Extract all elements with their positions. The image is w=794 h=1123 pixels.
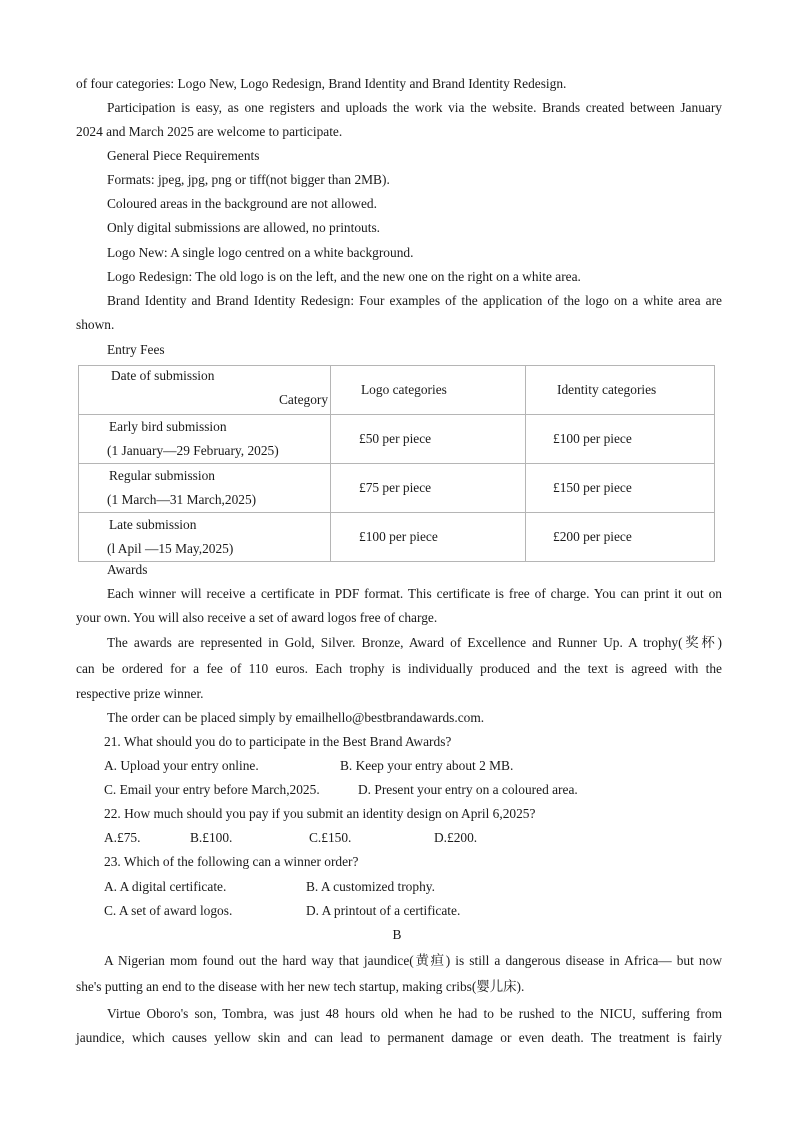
question-stem: 21. What should you do to participate in the Best Brand Awards? <box>104 734 452 749</box>
submission-dates: (1 March—31 March,2025) <box>107 492 257 507</box>
identity-fee: £150 per piece <box>526 464 715 513</box>
table-header-row <box>79 366 715 415</box>
answer-option: C. A set of award logos. <box>104 903 233 918</box>
header-diagonal-cell <box>79 366 331 415</box>
awards-line: your own. You will also receive a set of award logos free of charge. <box>76 610 438 625</box>
passage-a-line: of four categories: Logo New, Logo Redesign, Brand Identity and Brand Identity Redesign. <box>76 76 567 91</box>
answer-option: A. Upload your entry online. <box>104 758 259 773</box>
section-heading: Entry Fees <box>107 342 165 357</box>
submission-name: Regular submission <box>109 468 216 483</box>
header-category-label: Category <box>279 392 329 407</box>
answer-option: A. A digital certificate. <box>104 879 227 894</box>
header-logo-categories: Logo categories <box>331 366 526 415</box>
identity-fee: £100 per piece <box>526 415 715 464</box>
header-identity-categories: Identity categories <box>526 366 715 415</box>
answer-option: D. Present your entry on a coloured area. <box>358 782 578 797</box>
passage-b-label: B <box>392 927 402 942</box>
answer-option: D.£200. <box>434 830 478 845</box>
requirement-item: shown. <box>76 317 115 332</box>
question-stem: 23. Which of the following can a winner order? <box>104 854 359 869</box>
passage-a-line: Participation is easy, as one registers and uploads the work via the website. Brands created between January <box>107 100 722 115</box>
answer-option: B. Keep your entry about 2 MB. <box>340 758 514 773</box>
passage-b-line: Virtue Oboro's son, Tombra, was just 48 hours old when he had to be rushed to the NICU, suffering from <box>107 1006 722 1021</box>
section-heading: Awards <box>107 562 148 577</box>
passage-b-line: she's putting an end to the disease with her new tech startup, making cribs(婴儿床). <box>76 979 525 994</box>
answer-option: B. A customized trophy. <box>306 879 435 894</box>
awards-line: The order can be placed simply by emailhello@bestbrandawards.com. <box>107 710 485 725</box>
header-date-label: Date of submission <box>111 368 215 383</box>
submission-dates: (1 January—29 February, 2025) <box>107 443 279 458</box>
passage-b-line: A Nigerian mom found out the hard way that jaundice(黄疸) is still a dangerous disease in Africa— but now <box>104 953 722 968</box>
identity-fee: £200 per piece <box>526 513 715 562</box>
answer-option: B.£100. <box>190 830 233 845</box>
submission-period-cell <box>79 513 331 562</box>
submission-dates: (l Apil —15 May,2025) <box>107 541 234 556</box>
requirement-item: Coloured areas in the background are not allowed. <box>107 196 377 211</box>
submission-name: Late submission <box>109 517 197 532</box>
entry-fees-table <box>78 365 715 562</box>
table-row <box>79 415 715 464</box>
requirement-item: Only digital submissions are allowed, no printouts. <box>107 220 380 235</box>
awards-line: The awards are represented in Gold, Silver. Bronze, Award of Excellence and Runner Up. A trophy(奖杯) <box>107 635 722 650</box>
awards-line: respective prize winner. <box>76 686 204 701</box>
requirement-item: Formats: jpeg, jpg, png or tiff(not bigger than 2MB). <box>107 172 390 187</box>
submission-name: Early bird submission <box>109 419 227 434</box>
answer-option: D. A printout of a certificate. <box>306 903 461 918</box>
awards-line: can be ordered for a fee of 110 euros. Each trophy is individually produced and the text is agreed with the <box>76 661 722 676</box>
requirement-item: Logo New: A single logo centred on a white background. <box>107 245 414 260</box>
table-row <box>79 464 715 513</box>
question-stem: 22. How much should you pay if you submit an identity design on April 6,2025? <box>104 806 536 821</box>
submission-period-cell <box>79 415 331 464</box>
awards-line: Each winner will receive a certificate in PDF format. This certificate is free of charge. You can print it out on <box>107 586 722 601</box>
answer-option: C.£150. <box>309 830 352 845</box>
answer-option: C. Email your entry before March,2025. <box>104 782 320 797</box>
logo-fee: £100 per piece <box>331 513 526 562</box>
requirement-item: Brand Identity and Brand Identity Redesign: Four examples of the application of the logo on a white area are <box>107 293 722 308</box>
requirement-item: Logo Redesign: The old logo is on the left, and the new one on the right on a white area. <box>107 269 581 284</box>
logo-fee: £75 per piece <box>331 464 526 513</box>
logo-fee: £50 per piece <box>331 415 526 464</box>
passage-b-line: jaundice, which causes yellow skin and can lead to permanent damage or even death. The treatment is fairly <box>76 1030 722 1045</box>
table-row <box>79 513 715 562</box>
passage-a-line: 2024 and March 2025 are welcome to participate. <box>76 124 343 139</box>
section-heading: General Piece Requirements <box>107 148 260 163</box>
submission-period-cell <box>79 464 331 513</box>
answer-option: A.£75. <box>104 830 141 845</box>
